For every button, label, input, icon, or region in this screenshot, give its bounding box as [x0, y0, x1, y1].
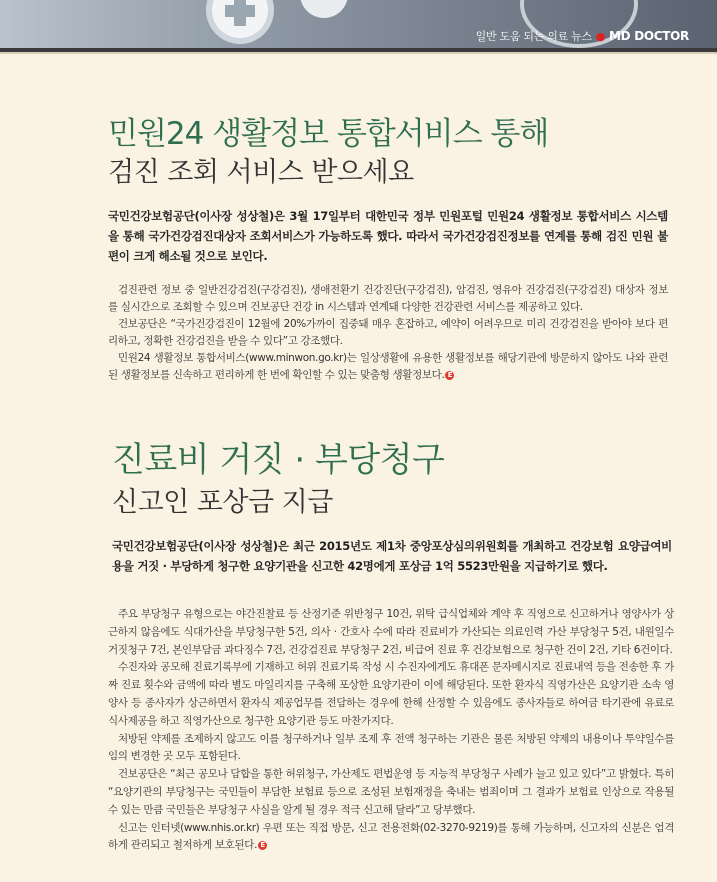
- header-photo-banner: [0, 0, 717, 48]
- article1-body: [108, 282, 668, 384]
- article2-title: 진료비 거짓 · 부당청구: [112, 440, 445, 480]
- medical-cross-icon: [212, 0, 268, 38]
- article2-body: [108, 606, 674, 855]
- article1-paragraph: 민원24 생활정보 통합서비스(www.minwon.go.kr)는 일상생활에 유용한 생활정보를 해당기관에 방문하지 않아도 나와 관련된 생활정보를 신속하고 편리하게 한 번에 확인할 수 있는 맞춤형 생활정보다. E: [108, 352, 668, 381]
- medical-cross-icon: [300, 0, 348, 18]
- article2-subtitle: 신고인 포상금 지급: [112, 487, 333, 518]
- article2-paragraph: 처방된 약제를 조제하지 않고도 이를 청구하거나 일부 조제 후 전액 청구하는 기관은 물론 처방된 약제의 내용이나 투약일수를 임의 변경한 곳 모두 포함된다.: [108, 732, 674, 763]
- article2-lead: 국민건강보험공단(이사장 성상철)은 최근 2015년도 제1차 중앙포상심의위원회를 개최하고 건강보험 요양급여비용을 거짓 · 부당하게 청구한 요양기관을 신고한 42명에게 포상금 1억 5523만원을 지급하기로 했다.: [112, 539, 672, 573]
- article1-lead: 국민건강보험공단(이사장 성상철)은 3월 17일부터 대한민국 정부 민원포털 민원24 생활정보 통합서비스 시스템을 통해 국가건강검진대상자 조회서비스가 가능하도록 했다. 따라서 국가건강검진정보를 연계를 통해 검진 민원 불편이 크게 해소될 것으로 보인다.: [108, 209, 668, 263]
- header-shadow-line: [0, 52, 717, 54]
- article2-paragraph: 주요 부당청구 유형으로는 야간진찰료 등 산정기준 위반청구 10건, 위탁 급식업체와 계약 후 직영으로 신고하거나 영양사가 상근하지 않음에도 식대가산을 부당청구한 5건, 의사 · 간호사 수에 따라 진료비가 가산되는 의료인력 가산 부당청구 5건, 내원일수 거짓청구 7건, 본인부담금 과다징수 7건, 건강검진료 부당청구 2건, 비급여 진료 후 건강보험으로 청구한 건이 2건, 기타 6건이다.: [108, 608, 674, 656]
- brand-name: MD DOCTOR: [609, 29, 689, 43]
- end-mark-icon: E: [258, 841, 267, 850]
- section-tagline: 일반 도움 되는 의료 뉴스: [475, 30, 592, 43]
- article1-paragraph: 검진관련 정보 중 일반건강검진(구강검진), 생애전환기 건강진단(구강검진), 암검진, 영유아 건강검진(구강검진) 대상자 정보를 실시간으로 조회할 수 있으며 건보공단 건강 in 시스템과 연계돼 다양한 건강관련 서비스를 제공하고 있다.: [108, 284, 668, 313]
- article2-paragraph: 신고는 인터넷(www.nhis.or.kr) 우편 또는 직접 방문, 신고 전용전화(02-3270-9219)를 통해 가능하며, 신고자의 신분은 엄격하게 관리되고 철저하게 보호된다. E: [108, 821, 674, 852]
- article1-title: 민원24 생활정보 통합서비스 통해: [108, 116, 549, 152]
- article2-paragraph: 건보공단은 “최근 공모나 담합을 통한 허위청구, 가산제도 편법운영 등 지능적 부당청구 사례가 늘고 있고 있다”고 밝혔다. 특히 “요양기관의 부당청구는 국민들이 부담한 보험료 등으로 조성된 보험재정을 축내는 범죄이며 그 결과가 보험료 인상으로 작용될 수 있는 만큼 국민들은 부당청구 사실을 알게 될 경우 적극 신고해 달라”고 당부했다.: [108, 768, 674, 816]
- article1-paragraph: 건보공단은 “국가건강검진이 12월에 20%가까이 집중돼 매우 혼잡하고, 예약이 어려우므로 미리 건강검진을 받아야 보다 편리하고, 정확한 건강검진을 받을 수 있다”고 강조했다.: [108, 318, 668, 347]
- end-mark-icon: E: [445, 371, 454, 380]
- section-tag: [476, 28, 689, 44]
- bullet-dot-icon: ●: [595, 30, 606, 43]
- article2-paragraph: 수진자와 공모해 진료기록부에 기재하고 허위 진료기록 작성 시 수진자에게도 휴대폰 문자메시지로 진료내역 등을 전송한 후 가짜 진료 횟수와 금액에 따라 별도 마일리지를 구축해 포상한 요양기관이 이에 해당된다. 또한 환자식 직영가산은 요양기관 소속 영양사 등 종사자가 상근하면서 환자식 제공업무를 전담하는 경우에 한해 산정할 수 있음에도 종사자들로 하여금 타기관에 유료로 식사제공을 하고 직영가산으로 청구한 요양기관 등도 마찬가지다.: [108, 661, 674, 727]
- article1-subtitle: 검진 조회 서비스 받으세요: [108, 157, 414, 188]
